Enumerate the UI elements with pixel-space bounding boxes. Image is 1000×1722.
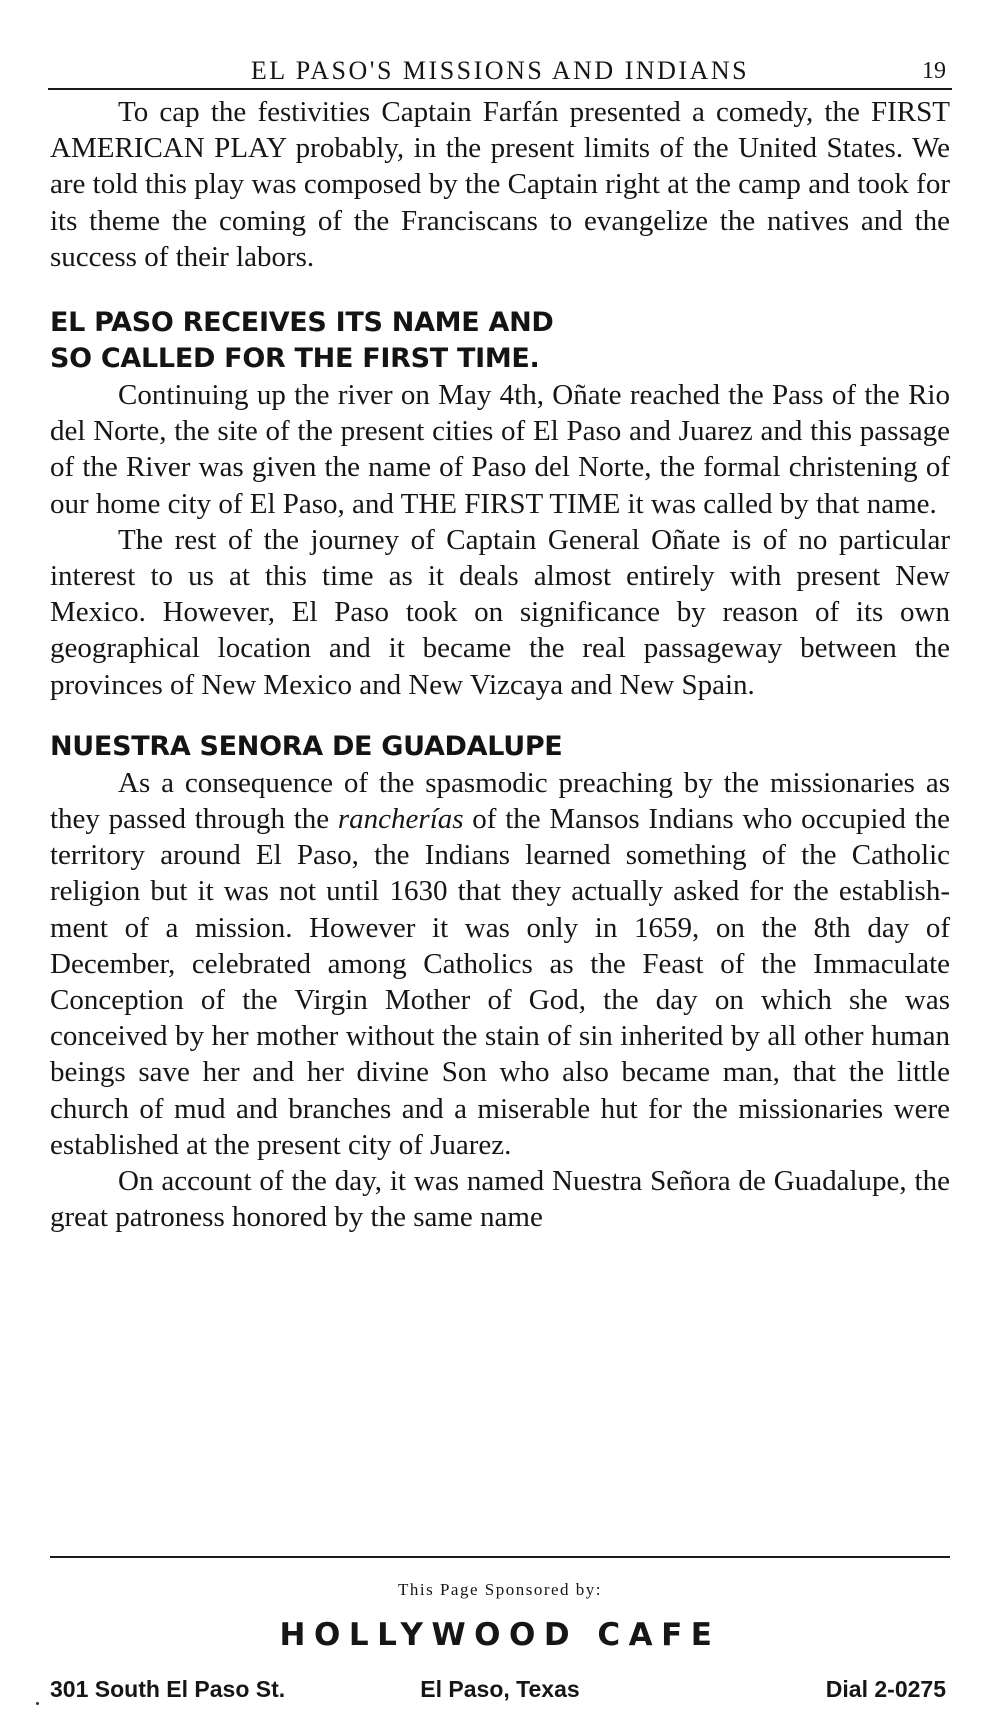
sponsor-name: HOLLYWOOD CAFE [279,1617,721,1653]
print-speck [36,1702,39,1705]
paragraph-text: of the Mansos Indians who occupied the territory around El Paso, the Indians learned something of the Catholic religion but it was not until 1630 that they actually asked for the establishment of a mission. However it was only in 1659, on the 8th day of December, celebrated among Catholics as the Feast of the Immaculate Conception of the Virgin Mother of God, the day on which she was conceived by her mother without the stain of sin inherited by all other human beings save her and her divine Son who also became man, that the little church of mud and branches and a miserable hut for the missionaries were established at the present city of Juarez. [50,803,950,1161]
section-heading-el-paso-name [50,305,950,377]
section-heading-line: EL PASO RECEIVES ITS NAME AND [50,307,554,339]
sponsor-address: 301 South El Paso St. [50,1676,286,1702]
paragraph-named-guadalupe: On account of the day, it was named Nuestra Señora de Guadalupe, the great patroness honored by the same name [50,1165,950,1234]
sponsor-contact-row [50,1674,950,1708]
paragraph-text: As a consequence of the spasmodic preaching by the missionaries as they passed through the [50,766,950,836]
sponsor-phone: Dial 2-0275 [825,1676,946,1702]
paragraph-mansos-mission [50,765,950,1163]
section-heading-guadalupe: NUESTRA SENORA DE GUADALUPE [50,730,563,762]
paragraph-festivities: To cap the festivities Captain Farfán presented a comedy, the FIRST AMERICAN PLAY probably, in the present limits of the United States. We are told this play was composed by the Captain right at the camp and took for its theme the coming of the Franciscans to evangelize the natives and the success of their labors. [50,96,950,273]
sponsored-by-label: This Page Sponsored by: [397,1580,603,1599]
running-title: EL PASO'S MISSIONS AND INDIANS [250,56,750,85]
body-text [50,94,950,1235]
section-heading-line: SO CALLED FOR THE FIRST TIME. [50,343,540,375]
italic-term: rancherías [337,803,464,836]
sponsor-city: El Paso, Texas [420,1676,580,1702]
paragraph-journey: The rest of the journey of Captain General Oñate is of no particular interest to us at this time as it deals almost entirely with present New Mexico. However, El Paso took on significance by reason of its own geographical location and it became the real passageway between the provinces of New Mexico and New Vizcaya and New Spain. [50,523,950,701]
book-page [50,50,950,1235]
sponsor-footer [50,1556,950,1708]
paragraph-onate-pass: Continuing up the river on May 4th, Oñate reached the Pass of the Rio del Norte, the site of the present cities of El Paso and Juarez and this passage of the River was given the name of Paso del Norte, the formal christening of our home city of El Paso, and THE FIRST TIME it was called by that name. [50,379,950,520]
page-number: 19 [922,58,946,84]
running-header [48,50,952,90]
